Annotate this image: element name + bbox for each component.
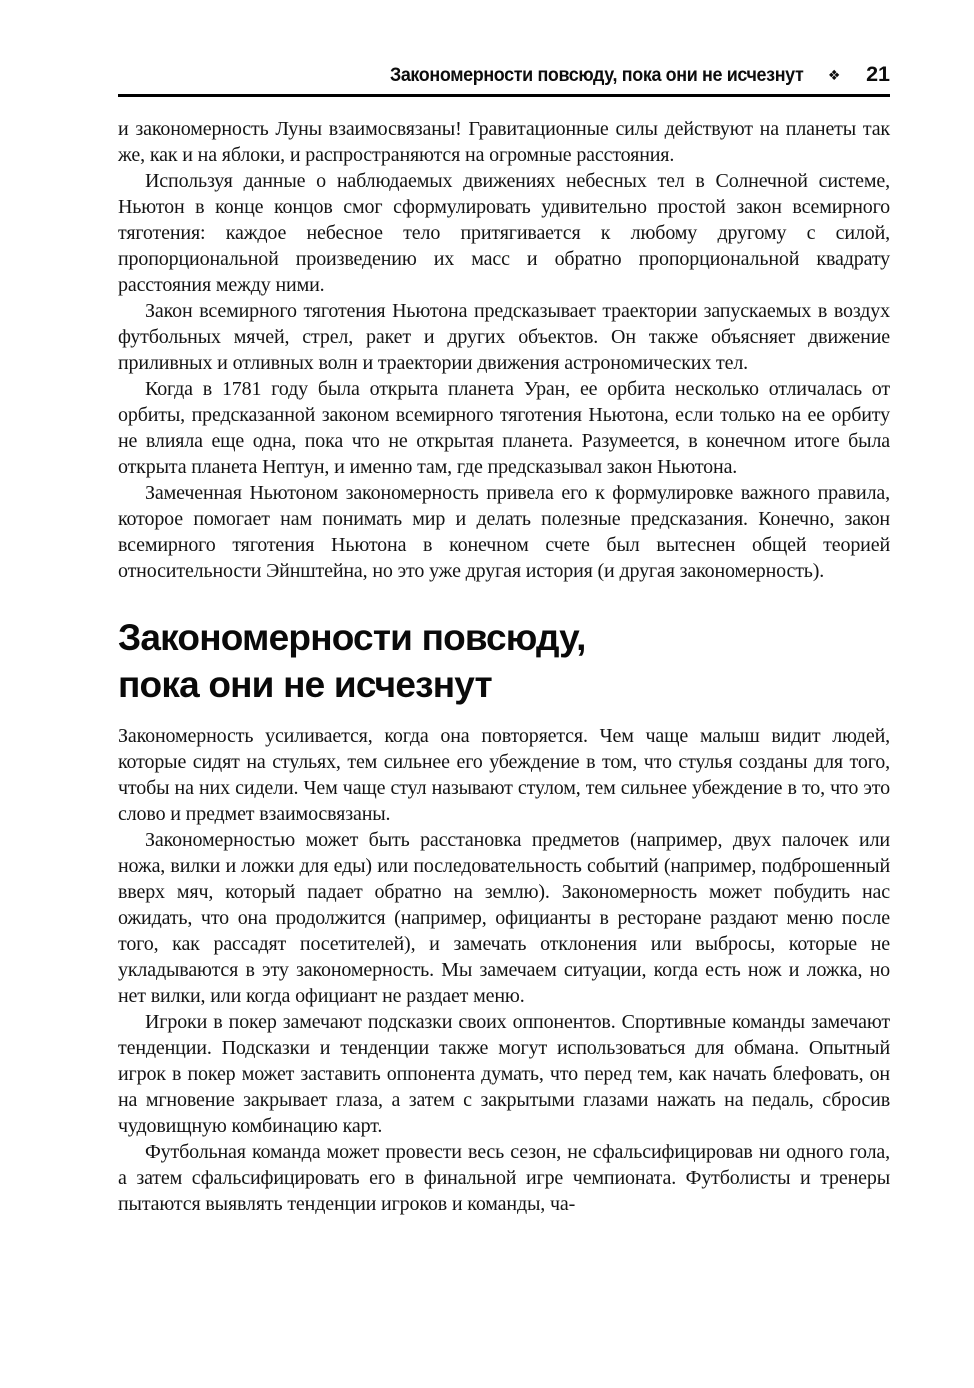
paragraph: Замеченная Ньютоном закономерность привела его к формулировке важного правила, которое помогает нам понимать мир и делать полезные предсказания. Конечно, закон всемирного тяготения Ньютона в конечном счете был вытеснен общей теорией относительности Эйнштейна, но это уже другая история (и другая закономерность). xyxy=(118,482,890,582)
diamond-ornament-icon: ❖ xyxy=(827,68,841,84)
header-rule xyxy=(118,94,890,97)
running-head xyxy=(118,62,890,87)
page-number: 21 xyxy=(866,62,890,86)
paragraph: Используя данные о наблюдаемых движениях небесных тел в Солнечной системе, Ньютон в конце концов смог сформулировать удивительно простой закон всемирного тяготения: каждое небесное тело притягивается к любому другому с силой, пропорциональной произведению их масс и обратно пропорциональной квадрату расстояния между ними. xyxy=(118,170,890,296)
paragraph: Когда в 1781 году была открыта планета Уран, ее орбита несколько отличалась от орбиты, предсказанной законом всемирного тяготения Ньютона, если только на ее орбиту не влияла еще одна, пока что не открытая планета. Разумеется, в конечном итоге была открыта планета Нептун, и именно там, где предсказывал закон Ньютона. xyxy=(118,378,890,478)
section-heading-line: Закономерности повсюду, xyxy=(118,617,586,658)
paragraph: Футбольная команда может провести весь сезон, не сфальсифицировав ни одного гола, а затем сфальсифицировать его в финальной игре чемпионата. Футболисты и тренеры пытаются выявлять тенденции игроков и команды, ча- xyxy=(118,1141,890,1215)
paragraph: Закономерность усиливается, когда она повторяется. Чем чаще малыш видит людей, которые сидят на стульях, тем сильнее его убеждение в том, что стулья созданы для того, чтобы на них сидели. Чем чаще стул называют стулом, тем сильнее убеждение в то, что это слово и предмет взаимосвязаны. xyxy=(118,725,890,825)
paragraph: Игроки в покер замечают подсказки своих оппонентов. Спортивные команды замечают тенденции. Подсказки и тенденции также могут использоваться для обмана. Опытный игрок в покер может заставить оппонента думать, что перед тем, как начать блефовать, он на мгновение закрывает глаза, а затем с закрытыми глазами нажать на педаль, сбросив чудовищную комбинацию карт. xyxy=(118,1011,890,1137)
running-head-title: Закономерности повсюду, пока они не исчезнут xyxy=(390,64,804,86)
section-heading-line: пока они не исчезнут xyxy=(118,664,492,705)
paragraph: Закон всемирного тяготения Ньютона предсказывает траектории запускаемых в воздух футбольных мячей, стрел, ракет и других объектов. Он также объясняет движение приливных и отливных волн и траектории движения астрономических тел. xyxy=(118,300,890,374)
section-heading xyxy=(118,614,890,708)
paragraph: и закономерность Луны взаимосвязаны! Гравитационные силы действуют на планеты так же, как и на яблоки, и распространяются на огромные расстояния. xyxy=(118,118,890,166)
paragraph: Закономерностью может быть расстановка предметов (например, двух палочек или ножа, вилки и ложки для еды) или последовательность событий (например, подброшенный вверх мяч, который падает обратно на землю). Закономерность может побудить нас ожидать, что она продолжится (например, официанты в ресторане раздают меню после того, как рассадят посетителей), и замечать отклонения или выбросы, которые не укладываются в эту закономерность. Мы замечаем ситуации, когда есть нож и ложка, но нет вилки, или когда официант не раздает меню. xyxy=(118,829,890,1007)
page-body xyxy=(118,116,890,1217)
